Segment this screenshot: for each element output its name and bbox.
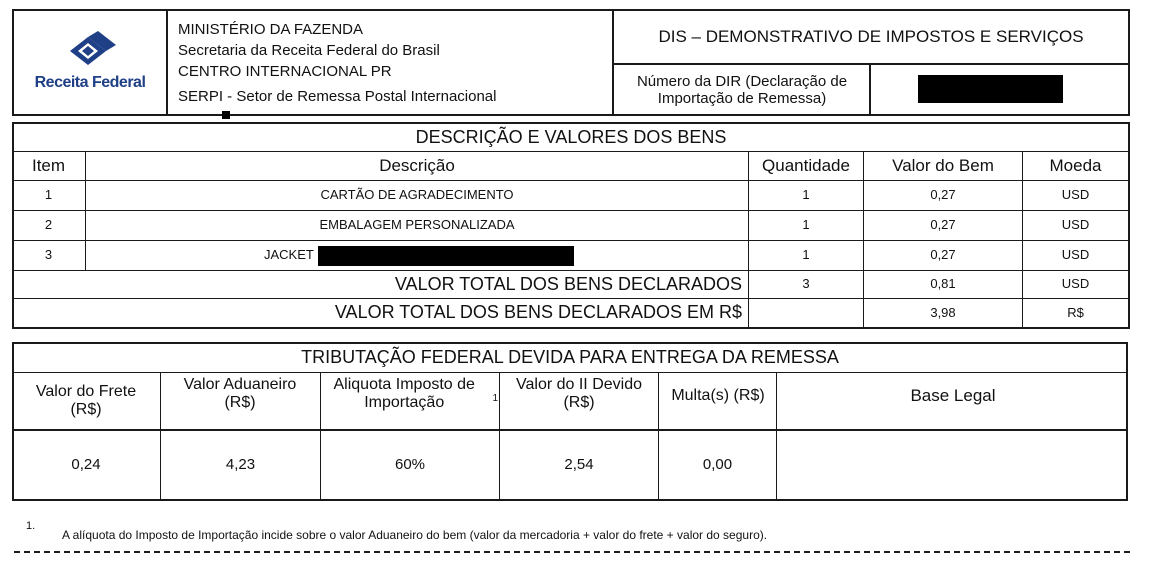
row-2-desc: EMBALAGEM PERSONALIZADA (319, 217, 515, 233)
receita-federal-logo (20, 29, 160, 99)
total-qty: 3 (802, 276, 810, 292)
row-1-desc: CARTÃO DE AGRADECIMENTO (320, 187, 514, 203)
total-currency: USD (1061, 276, 1090, 292)
row-1-value: 0,27 (930, 187, 956, 203)
col-header-moeda: Moeda (1049, 155, 1102, 175)
total-brl-currency: R$ (1067, 304, 1084, 320)
org-line-secretaria: Secretaria da Receita Federal do Brasil (178, 42, 440, 59)
logo-text: Receita Federal (34, 74, 146, 92)
row-3-desc: JACKET (264, 247, 314, 263)
row-2-currency: USD (1061, 217, 1090, 233)
goods-table (12, 122, 1130, 329)
tax-col-aliquota-footnote: 1 (492, 393, 498, 404)
goods-section-title: DESCRIÇÃO E VALORES DOS BENS (415, 126, 727, 147)
tax-col-frete: Valor do Frete (R$) (35, 383, 137, 418)
row-3-item: 3 (44, 247, 53, 263)
row-1-currency: USD (1061, 187, 1090, 203)
tax-value-ii-devido: 2,54 (564, 455, 594, 473)
dir-number-label: Número da DIR (Declaração de Importação de Remessa) (636, 73, 848, 107)
col-header-item: Item (31, 155, 66, 175)
tax-col-multa: Multa(s) (R$) (671, 387, 765, 405)
row-1-qty: 1 (802, 187, 810, 203)
row-2-item: 2 (44, 217, 53, 233)
org-line-serpi: SERPI - Setor de Remessa Postal Internacional (178, 88, 497, 105)
total-brl-value: 3,98 (930, 304, 956, 320)
row-1-item: 1 (44, 187, 53, 203)
org-line-centro: CENTRO INTERNACIONAL PR (178, 63, 392, 80)
row-3-desc-redacted (318, 246, 574, 266)
row-3-value: 0,27 (930, 247, 956, 263)
footnote-marker: 1. (26, 520, 36, 532)
org-block (178, 21, 608, 109)
tax-value-aliquota: 60% (394, 455, 426, 473)
row-3-qty: 1 (802, 247, 810, 263)
total-value: 0,81 (930, 276, 956, 292)
col-header-descricao: Descrição (379, 155, 455, 175)
row-2-qty: 1 (802, 217, 810, 233)
total-brl-label: VALOR TOTAL DOS BENS DECLARADOS EM R$ (334, 302, 742, 323)
dir-number-redacted (918, 75, 1063, 103)
small-mark (222, 111, 230, 119)
document-title: DIS – DEMONSTRATIVO DE IMPOSTOS E SERVIÇOS (658, 26, 1084, 46)
cut-line-divider (14, 551, 1130, 553)
header-box (12, 9, 1130, 116)
row-3-currency: USD (1061, 247, 1090, 263)
tax-table (12, 342, 1128, 501)
tax-col-ii-devido: Valor do II Devido (R$) (516, 376, 642, 411)
org-line-ministry: MINISTÉRIO DA FAZENDA (178, 21, 364, 38)
tax-col-aliquota-label: Aliquota Imposto de Importação (333, 376, 475, 411)
tax-value-frete: 0,24 (71, 455, 101, 473)
tax-col-aliquota (322, 376, 498, 426)
row-2-value: 0,27 (930, 217, 956, 233)
col-header-valor-bem: Valor do Bem (892, 155, 994, 175)
tax-col-aduaneiro: Valor Aduaneiro (R$) (183, 376, 297, 411)
tax-value-aduaneiro: 4,23 (225, 455, 256, 473)
footnote-text: A alíquota do Imposto de Importação incide sobre o valor Aduaneiro do bem (valor da mercadoria + valor do frete + valor do seguro). (62, 528, 768, 542)
tax-value-multa: 0,00 (702, 455, 733, 473)
total-label: VALOR TOTAL DOS BENS DECLARADOS (394, 273, 742, 294)
tax-col-base-legal: Base Legal (910, 385, 996, 405)
col-header-quantidade: Quantidade (762, 155, 850, 175)
tax-section-title: TRIBUTAÇÃO FEDERAL DEVIDA PARA ENTREGA DA REMESSA (301, 347, 839, 368)
tax-value-base-legal (777, 431, 1127, 499)
receita-logo-icon (20, 29, 160, 71)
